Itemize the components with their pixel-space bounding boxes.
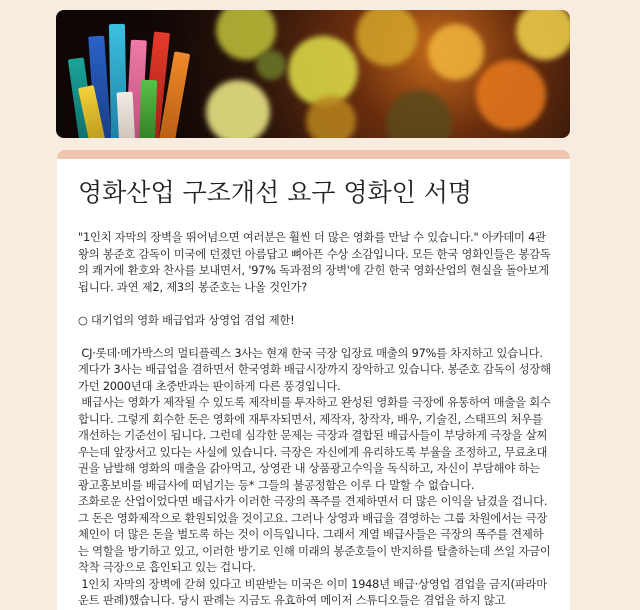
bokeh-light (206, 80, 270, 138)
bokeh-light (306, 96, 356, 138)
bokeh-light (256, 50, 286, 80)
bokeh-light (356, 10, 418, 66)
bokeh-light (516, 10, 570, 60)
bokeh-light (386, 90, 452, 138)
pencil-green (139, 80, 157, 138)
form-header-card (57, 150, 570, 610)
bokeh-light (288, 36, 358, 106)
header-banner-image (56, 10, 570, 138)
bokeh-light (428, 24, 484, 80)
pencil-white (117, 92, 136, 138)
bokeh-light (476, 60, 546, 130)
form-description: "1인치 자막의 장벽을 뛰어넘으면 여러분은 훨씬 더 많은 영화를 만날 수 있습니다." 아카데미 4관왕의 봉준호 감독이 미국에 던졌던 아름답고 뼈아픈 수상 소감입니다. 모든 한국 영화인들은 봉감독의 쾌거에 환호와 찬사를 보내면서, '97% 독과점의 장벽'에 갇힌 한국 영화산업의 현실을 돌아보게 됩니다. 과연 제2, 제3의 봉준호는 나올 것인가? ○ 대기업의 영화 배급업과 상영업 겸업 제한! CJ·롯데·메가박스의 멀티플렉스 3사는 현재 한국 극장 입장료 매출의 97%를 차지하고 있습니다. 게다가 3사는 배급업을 겸하면서 한국영화 배급시장까지 장악하고 있습니다. 봉준호 감독이 성장해가던 2000년대 초중반과는 판이하게 다른 풍경입니다. 배급사는 영화가 제작될 수 있도록 제작비를 투자하고 완성된 영화를 극장에 유통하여 매출을 회수합니다. 그렇게 회수한 돈은 영화에 재투자되면서, 제작자, 창작자, 배우, 기술진, 스태프의 처우를 개선하는 기준선이 됩니다. 그런데 심각한 문제는 극장과 결합된 배급사들이 부당하게 극장을 살찌우는데 앞장서고 있다는 사실에 있습니다. 극장은 자신에게 유리하도록 부율을 조정하고, 무료초대권을 남발해 영화의 매출을 갉아먹고, 상영관 내 상품광고수익을 독식하고, 자신이 부담해야 하는 광고홍보비를 배급사에 떠넘기는 등* 그들의 불공정함은 이루 다 말할 수 없습니다. 조화로운 산업이었다면 배급사가 이러한 극장의 폭주를 견제하면서 더 많은 이익을 남겼을 겁니다. 그 돈은 영화제작으로 환원되었을 것이고요. 그러나 상영과 배급을 겸영하는 그룹 차원에서는 극장체인이 더 많은 돈을 벌도록 하는 것이 이득입니다. 그래서 계열 배급사들은 극장의 폭주를 견제하는 역할을 방기하고 있고, 이러한 방기로 인해 미래의 봉준호들이 반지하를 탈출하는데 쓰일 자금이 착착 극장으로 흡인되고 있는 겁니다. 1인치 자막의 장벽에 갇혀 있다고 비판받는 미국은 이미 1948년 배급·상영업 겸업을 금지(파라마운트 판례)했습니다. 당시 판례는 지금도 유효하여 메이저 스튜디오들은 겸업을 하지 않고 (78, 231, 551, 607)
form-title: 영화산업 구조개선 요구 영화인 서명 (78, 178, 473, 207)
